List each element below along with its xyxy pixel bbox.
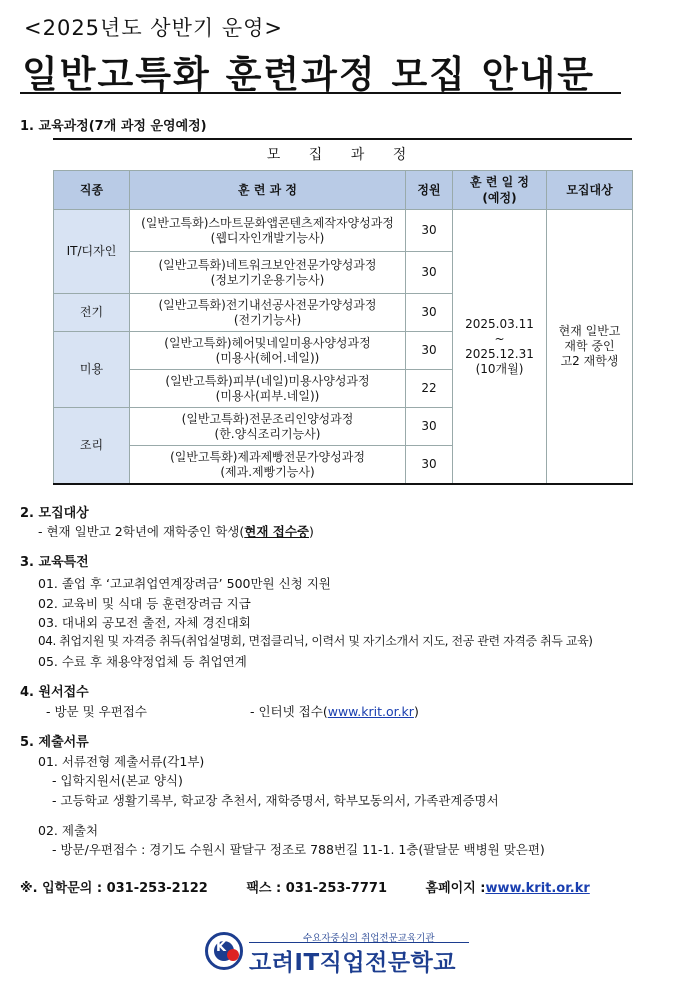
course-cell bbox=[130, 446, 406, 485]
schedule-end: 2025.12.31 bbox=[465, 346, 534, 361]
benefit-item: 01. 졸업 후 ‘고교취업연계장려금’ 500만원 신청 지원 bbox=[38, 576, 331, 591]
quota-cell: 30 bbox=[406, 408, 453, 446]
title-divider bbox=[20, 92, 621, 94]
course-name: (일반고특화)스마트문화앱콘텐츠제작자양성과정 bbox=[141, 215, 394, 230]
category-cell: 조리 bbox=[54, 408, 130, 485]
section-3-heading: 3. 교육특전 bbox=[20, 555, 89, 570]
header-quota: 정원 bbox=[406, 171, 453, 210]
apply-online bbox=[250, 702, 419, 720]
category-cell: 미용 bbox=[54, 332, 130, 408]
school-logo bbox=[205, 926, 475, 978]
category-cell: 전기 bbox=[54, 294, 130, 332]
section-2-heading: 2. 모집대상 bbox=[20, 506, 89, 521]
target-line: 고2 재학생 bbox=[560, 354, 619, 368]
quota-cell: 22 bbox=[406, 370, 453, 408]
docs-subheading: 01. 서류전형 제출서류(각1부) bbox=[38, 754, 205, 769]
benefit-item: 04. 취업지원 및 자격증 취득(취업설명회, 면접클리닉, 이력서 및 자기소개서 지도, 전공 관련 자격증 취득 교육) bbox=[38, 634, 593, 648]
quota-cell: 30 bbox=[406, 210, 453, 252]
schedule-cell bbox=[453, 210, 547, 485]
course-cert: (정보기기운용기능사) bbox=[210, 272, 325, 287]
course-name: (일반고특화)제과제빵전문가양성과정 bbox=[170, 449, 365, 464]
table-row bbox=[54, 210, 633, 252]
section-5-heading: 5. 제출서류 bbox=[20, 735, 89, 750]
quota-cell: 30 bbox=[406, 332, 453, 370]
inquiry-phone: ※. 입학문의 : 031-253-2122 bbox=[20, 881, 208, 896]
section-4-heading: 4. 원서접수 bbox=[20, 685, 89, 700]
benefit-item: 02. 교육비 및 식대 등 훈련장려금 지급 bbox=[38, 596, 251, 611]
header-job: 직종 bbox=[54, 171, 130, 210]
quota-cell: 30 bbox=[406, 446, 453, 485]
course-cert: (미용사(피부.네일)) bbox=[215, 388, 320, 403]
emblem-icon bbox=[205, 932, 243, 970]
course-cell bbox=[130, 332, 406, 370]
course-cell bbox=[130, 294, 406, 332]
benefit-item: 05. 수료 후 채용약정업체 등 취업연계 bbox=[38, 654, 247, 669]
course-name: (일반고특화)전기내선공사전문가양성과정 bbox=[158, 297, 377, 312]
course-cert: (한.양식조리기능사) bbox=[214, 426, 321, 441]
course-name: (일반고특화)전문조리인양성과정 bbox=[181, 411, 354, 426]
course-table bbox=[53, 138, 632, 485]
section-2-text bbox=[38, 522, 314, 540]
course-cert: (웹디자인개발기능사) bbox=[210, 230, 325, 245]
apply-online-label: - 인터넷 접수( bbox=[250, 704, 328, 719]
logo-name: 고려IT직업전문학교 bbox=[249, 950, 456, 976]
emblem-letter: K bbox=[216, 940, 227, 955]
course-cell bbox=[130, 370, 406, 408]
table-caption: 모 집 과 정 bbox=[53, 138, 632, 170]
emblem-dot bbox=[227, 949, 239, 961]
schedule-tilde: ~ bbox=[494, 331, 505, 346]
homepage-label: 홈페이지 : bbox=[425, 881, 486, 896]
course-name: (일반고특화)네트워크보안전문가양성과정 bbox=[158, 257, 377, 272]
schedule-start: 2025.03.11 bbox=[465, 316, 534, 331]
apply-visit: - 방문 및 우편접수 bbox=[46, 704, 147, 719]
target-text-end: ) bbox=[309, 524, 314, 539]
course-cell bbox=[130, 210, 406, 252]
course-cell bbox=[130, 252, 406, 294]
category-cell: IT/디자인 bbox=[54, 210, 130, 294]
header-target: 모집대상 bbox=[547, 171, 633, 210]
docs-item: - 입학지원서(본교 양식) bbox=[52, 773, 183, 788]
quota-cell: 30 bbox=[406, 252, 453, 294]
course-name: (일반고특화)헤어및네일미용사양성과정 bbox=[164, 335, 371, 350]
page-subtitle: <2025년도 상반기 운영> bbox=[24, 16, 283, 40]
apply-online-end: ) bbox=[413, 704, 419, 719]
fax-number: 팩스 : 031-253-7771 bbox=[246, 881, 387, 896]
target-line: 현재 일반고 bbox=[558, 324, 621, 338]
logo-divider bbox=[249, 942, 469, 943]
status-emphasis: 현재 접수중 bbox=[244, 524, 309, 539]
course-name: (일반고특화)피부(네일)미용사양성과정 bbox=[165, 373, 370, 388]
target-cell bbox=[547, 210, 633, 485]
quota-cell: 30 bbox=[406, 294, 453, 332]
apply-online-link[interactable]: www.krit.or.kr bbox=[327, 704, 414, 719]
submit-address: - 방문/우편접수 : 경기도 수원시 팔달구 정조로 788번길 11-1. 1층(팔달문 백병원 맞은편) bbox=[52, 842, 545, 857]
page-title: 일반고특화 훈련과정 모집 안내문 bbox=[22, 53, 596, 96]
section-1-heading: 1. 교육과정(7개 과정 운영예정) bbox=[20, 119, 207, 134]
course-cert: (제과.제빵기능사) bbox=[220, 464, 315, 479]
course-cert: (미용사(헤어.네일)) bbox=[215, 350, 320, 365]
course-cert: (전기기능사) bbox=[233, 312, 302, 327]
header-schedule: 훈 련 일 정 (예정) bbox=[453, 171, 547, 210]
course-cell bbox=[130, 408, 406, 446]
docs-item: - 고등학교 생활기록부, 학교장 추천서, 재학증명서, 학부모동의서, 가족관계증명서 bbox=[52, 793, 499, 808]
schedule-duration: (10개월) bbox=[475, 361, 524, 376]
homepage-link[interactable]: www.krit.or.kr bbox=[485, 881, 590, 896]
contact-footer bbox=[20, 877, 590, 896]
header-course: 훈 련 과 정 bbox=[130, 171, 406, 210]
submit-subheading: 02. 제출처 bbox=[38, 823, 99, 838]
target-line: 재학 중인 bbox=[564, 339, 615, 353]
benefit-item: 03. 대내외 공모전 출전, 자체 경진대회 bbox=[38, 615, 251, 630]
target-text: - 현재 일반고 2학년에 재학중인 학생( bbox=[38, 524, 245, 539]
logo-tagline: 수요자중심의 취업전문교육기관 bbox=[303, 933, 435, 944]
